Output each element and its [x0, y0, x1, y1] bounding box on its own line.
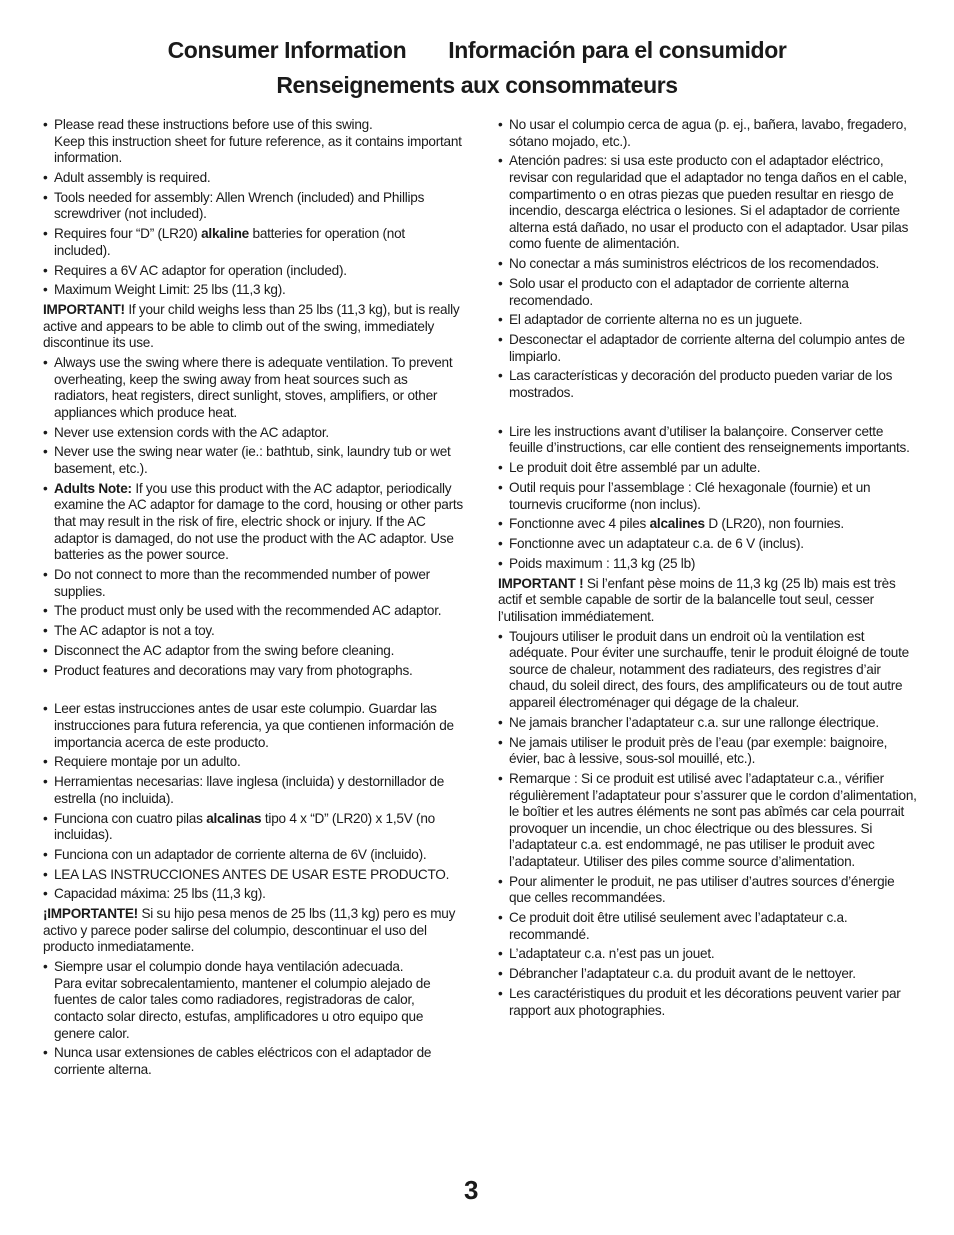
list-item: • Maximum Weight Limit: 25 lbs (11,3 kg).: [43, 282, 286, 298]
list-item: • Funciona con un adaptador de corriente alterna de 6V (incluido).: [43, 846, 427, 862]
list-item: • Funciona con cuatro pilas alcalinas tipo 4 x “D” (LR20) x 1,5V (no incluidas).: [43, 810, 435, 843]
list-item: • Las características y decoración del producto pueden variar de los mostrados.: [498, 368, 893, 401]
page-header: [0, 34, 954, 102]
title-spanish: Información para el consumidor: [448, 37, 787, 63]
list-item: • Requiere montaje por un adulto.: [43, 754, 241, 770]
list-item: • Please read these instructions before use of this swing. Keep this instruction sheet for future reference, as it contains important information.: [43, 117, 462, 166]
list-item: • Leer estas instrucciones antes de usar este columpio. Guardar las instrucciones para futura referencia, ya que contienen información de importancia acerca de este producto.: [43, 701, 454, 750]
list-item: • Le produit doit être assemblé par un adulte.: [498, 460, 761, 476]
section-gap: [498, 405, 918, 424]
list-item: • Atención padres: si usa este producto con el adaptador eléctrico, revisar con regularidad que el adaptador no tenga daños en el cable, compartimento o en otras piezas que pueden resultar en riesgo de incendio, descarga eléctrica o lesiones. Si el adaptador de corriente alterna está dañado, no usar el producto con el adaptador. Usar pilas como fuente de alimentación.: [498, 153, 909, 252]
list-item: • Herramientas necesarias: llave inglesa (incluida) y destornillador de estrella (no incluida).: [43, 774, 445, 806]
list-item: • Never use the swing near water (ie.: bathtub, sink, laundry tub or wet basement, etc.).: [43, 444, 451, 476]
list-item: • Poids maximum : 11,3 kg (25 lb): [498, 555, 696, 571]
right-column: [498, 117, 918, 1022]
list-item: • Lire les instructions avant d’utiliser la balançoire. Conserver cette feuille d’instructions, car elle contient des renseignements importants.: [498, 423, 910, 456]
title-french: Renseignements aux consommateurs: [276, 72, 678, 98]
header-line-1: [0, 34, 954, 66]
list-item: • Tools needed for assembly: Allen Wrench (included) and Phillips screwdriver (not included).: [43, 189, 425, 222]
list-item: • Siempre usar el columpio donde haya ventilación adecuada. Para evitar sobrecalentamiento, mantener el columpio alejado de fuentes de calor tales como radiadores, registradoras de calor, contacto solar directo, estufas, amplificadores u otro equipo que genere calor.: [43, 959, 431, 1041]
list-item: • No usar el columpio cerca de agua (p. ej., bañera, lavabo, fregadero, sótano mojado, etc.).: [498, 117, 907, 149]
important-notice-spanish: ¡IMPORTANTE! Si su hijo pesa menos de 25 lbs (11,3 kg) pero es muy activo y parece poder salirse del columpio, descontinuar el uso del producto inmediatamente.: [43, 906, 456, 955]
important-notice-french: IMPORTANT ! Si l’enfant pèse moins de 11,3 kg (25 lb) mais est très actif et semble capable de sortir de la balancelle tout seul, cesser l’utilisation immédiatement.: [498, 575, 896, 624]
list-item: • Always use the swing where there is adequate ventilation. To prevent overheating, keep the swing away from heat sources such as radiators, heat registers, direct sunlight, stoves, amplifiers, or other appliances which produce heat.: [43, 355, 453, 420]
list-item: • Outil requis pour l’assemblage : Clé hexagonale (fournie) et un tournevis cruciforme (non inclus).: [498, 479, 871, 512]
list-item: • Never use extension cords with the AC adaptor.: [43, 424, 329, 440]
list-item: • Capacidad máxima: 25 lbs (11,3 kg).: [43, 886, 266, 902]
list-item: • Fonctionne avec un adaptateur c.a. de 6 V (inclus).: [498, 536, 804, 552]
list-item: • Adult assembly is required.: [43, 169, 211, 185]
list-item: • Do not connect to more than the recommended number of power supplies.: [43, 566, 430, 599]
section-gap: [43, 682, 463, 701]
list-item: • Pour alimenter le produit, ne pas utiliser d’autres sources d’énergie que celles recommandées.: [498, 873, 895, 906]
important-notice-english: IMPORTANT! If your child weighs less than 25 lbs (11,3 kg), but is really active and appears to be able to climb out of the swing, immediately discontinue its use.: [43, 302, 460, 351]
list-item: • Disconnect the AC adaptor from the swing before cleaning.: [43, 642, 395, 658]
list-item: • Les caractéristiques du produit et les décorations peuvent varier par rapport aux photographies.: [498, 986, 901, 1018]
list-item: • Ne jamais utiliser le produit près de l’eau (par exemple: baignoire, évier, bac à lessive, sous-sol mouillé, etc.).: [498, 734, 888, 767]
left-column: [43, 117, 463, 1082]
list-item: • Requires four “D” (LR20) alkaline batteries for operation (not included).: [43, 226, 405, 258]
list-item: • L’adaptateur c.a. n’est pas un jouet.: [498, 946, 715, 962]
list-item: • Remarque : Si ce produit est utilisé avec l’adaptateur c.a., vérifier régulièrement l’adaptateur pour s’assurer que le cordon d’alimentation, le boîtier et les autres éléments ne sont pas abîmés car cela pourrait provoquer un incendie, un choc électrique ou des blessures. Si l’adaptateur c.a. est endommagé, ne pas utiliser le produit avec l’adaptateur. Utiliser des piles comme source d’alimentation.: [498, 770, 917, 869]
list-item: • The product must only be used with the recommended AC adaptor.: [43, 603, 442, 619]
list-item: • Adults Note: If you use this product with the AC adaptor, periodically examine the AC adaptor for damage to the cord, housing or other parts that may result in the risk of fire, electric shock or injury. If the AC adaptor is damaged, do not use the product with the AC adaptor. Use batteries as the power source.: [43, 480, 463, 563]
title-english: Consumer Information: [167, 37, 407, 63]
list-item: • Requires a 6V AC adaptor for operation (included).: [43, 262, 347, 278]
list-item: • Nunca usar extensiones de cables eléctricos con el adaptador de corriente alterna.: [43, 1045, 432, 1077]
list-item: • The AC adaptor is not a toy.: [43, 623, 215, 639]
list-item: • Ce produit doit être utilisé seulement avec l’adaptateur c.a. recommandé.: [498, 910, 848, 942]
list-item: • Ne jamais brancher l’adaptateur c.a. sur une rallonge électrique.: [498, 714, 879, 730]
list-item: • Débrancher l’adaptateur c.a. du produit avant de le nettoyer.: [498, 966, 856, 982]
list-item: • Toujours utiliser le produit dans un endroit où la ventilation est adéquate. Pour éviter une surchauffe, tenir le produit éloigné de toute source de chaleur, notamment des radiateurs, des registres d’air chaud, du soleil direct, des fours, des amplificateurs ou de tout autre appareil électroménager qui dégage de la chaleur.: [498, 628, 909, 711]
page-number: 3: [464, 1175, 479, 1205]
list-item: • El adaptador de corriente alterna no es un juguete.: [498, 312, 803, 328]
list-item: • Solo usar el producto con el adaptador de corriente alterna recomendado.: [498, 275, 849, 308]
list-item: • No conectar a más suministros eléctricos de los recomendados.: [498, 256, 880, 272]
list-item: • Fonctionne avec 4 piles alcalines D (LR20), non fournies.: [498, 516, 844, 532]
list-item: • Desconectar el adaptador de corriente alterna del columpio antes de limpiarlo.: [498, 332, 905, 364]
list-item: • Product features and decorations may vary from photographs.: [43, 662, 413, 678]
list-item: • LEA LAS INSTRUCCIONES ANTES DE USAR ESTE PRODUCTO.: [43, 866, 450, 882]
